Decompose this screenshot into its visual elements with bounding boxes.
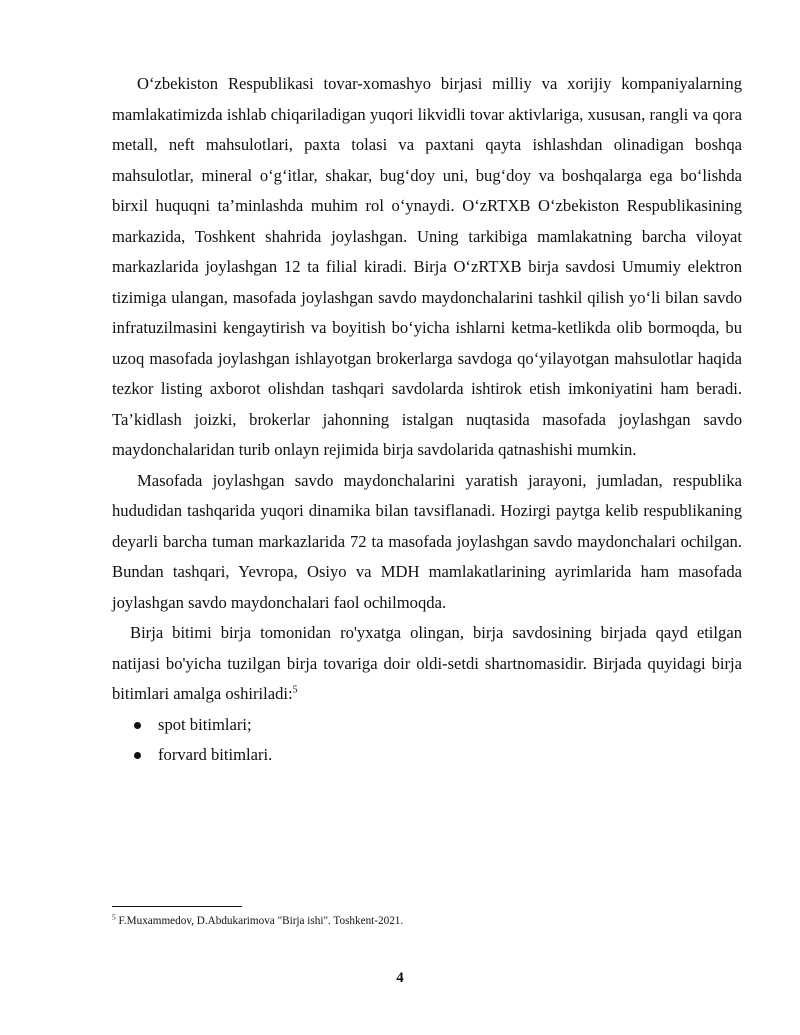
- footnote: [112, 914, 403, 928]
- footnote-marker: 5: [112, 912, 116, 922]
- paragraph-1: O‘zbekiston Respublikasi tovar-xomashyo birjasi milliy va xorijiy kompaniyalarning mamlakatimizda ishlab chiqariladigan yuqori likvidli tovar aktivlariga, xususan, rangli va qora metall, neft mahsulotlari, paxta tolasi va paxtani qayta ishlashdan olinadigan boshqa mahsulotlar, mineral o‘g‘itlar, shakar, bug‘doy uni, bug‘doy va boshqalarga ega bo‘lishda birxil huquqni ta’minlashda muhim rol o‘ynaydi. O‘zRTXB O‘zbekiston Respublikasining markazida, Toshkent shahrida joylashgan. Uning tarkibiga mamlakatning barcha viloyat markazlarida joylashgan 12 ta filial kiradi. Birja O‘zRTXB birja savdosi Umumiy elektron tizimiga ulangan, masofada joylashgan savdo maydonchalarini tashkil qilish yo‘li bilan savdo infratuzilmasini kengaytirish va boyitish bo‘yicha ishlarni ketma-ketlikda olib bormoqda, bu uzoq masofada joylashgan ishlayotgan brokerlarga savdoga qo‘yilayotgan mahsulotlar haqida tezkor listing axborot olishdan tashqari savdolarda ishtirok etish imkoniyatini ham beradi. Ta’kidlash joizki, brokerlar jahonning istalgan nuqtasida masofada joylashgan savdo maydonchalaridan turib onlayn rejimida birja savdolarida qatnashishi mumkin.: [112, 74, 742, 459]
- bullet-icon: [134, 752, 141, 759]
- paragraph-3-text: Birja bitimi birja tomonidan ro'yxatga olingan, birja savdosining birjada qayd etilgan natijasi bo'yicha tuzilgan birja tovariga doir oldi-setdi shartnomasidir. Birjada quyidagi birja bitimlari amalga oshiriladi:: [112, 623, 742, 703]
- paragraph-2: Masofada joylashgan savdo maydonchalarini yaratish jarayoni, jumladan, respublika hududidan tashqarida yuqori dinamika bilan tavsiflanadi. Hozirgi paytga kelib respublikaning deyarli barcha tuman markazlarida 72 ta masofada joylashgan savdo maydonchalari ochilgan. Bundan tashqari, Yevropa, Osiyo va MDH mamlakatlarining ayrimlarida ham masofada joylashgan savdo maydonchalari faol ochilmoqda.: [112, 470, 742, 612]
- footnote-text: F.Muxammedov, D.Abdukarimova "Birja ishi". Toshkent-2021.: [115, 915, 404, 927]
- bullet-list: [112, 710, 742, 771]
- document-body: [112, 69, 742, 771]
- list-item: [134, 710, 742, 741]
- list-item: [134, 740, 742, 771]
- page-number: 4: [396, 970, 404, 986]
- list-item-text: forvard bitimlari.: [158, 745, 273, 764]
- bullet-icon: [134, 722, 141, 729]
- list-item-text: spot bitimlari;: [158, 714, 252, 734]
- footnote-reference: 5: [292, 684, 298, 696]
- footnote-separator: [112, 906, 242, 907]
- paragraph-3: [112, 618, 742, 710]
